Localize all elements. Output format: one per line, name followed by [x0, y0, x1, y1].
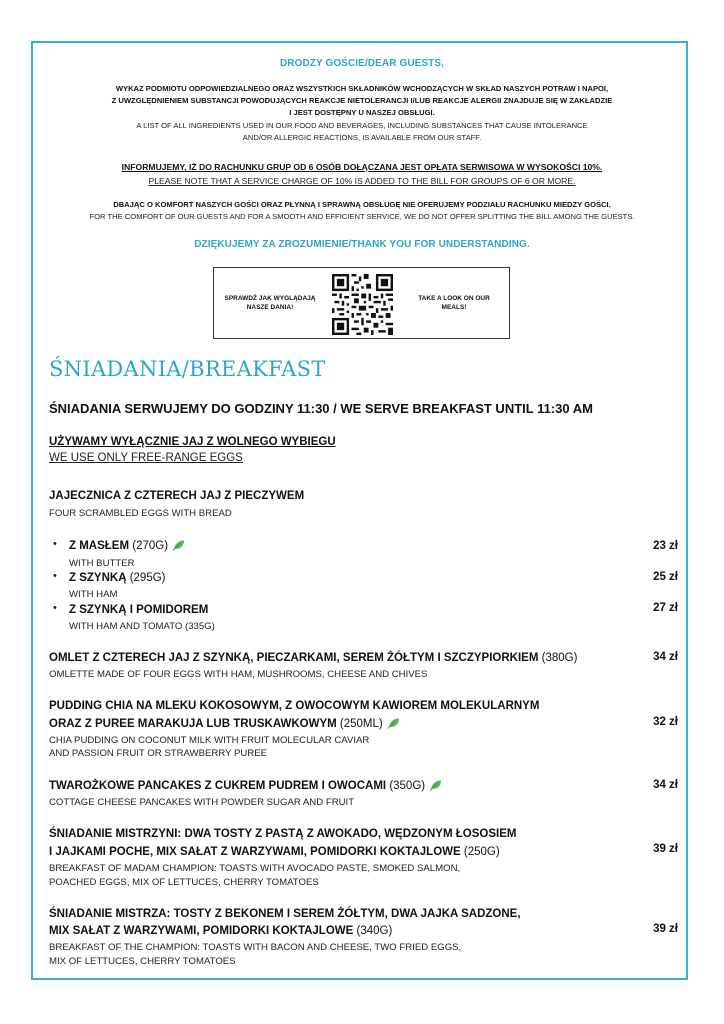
qr-left-line-1: SPRAWDŹ JAK WYGLĄDAJĄ — [224, 295, 316, 302]
notice-title: DRODZY GOŚCIE/DEAR GUESTS, — [279, 58, 445, 69]
split-bill-pl: DBAJĄC O KOMFORT NASZYCH GOŚCI ORAZ PŁYNNĄ I SPRAWNĄ OBSŁUGĘ NIE OFERUJEMY PODZIAŁU RACHUNKU MIEDZY GOŚCI. — [113, 200, 611, 209]
item-name: TWAROŻKOWE PANCAKES Z CUKREM PUDREM I OWOCAMI — [49, 780, 387, 792]
thanks-line: DZIĘKUJEMY ZA ZROZUMIENIE/THANK YOU FOR UNDERSTANDING. — [194, 239, 530, 250]
item-name: I JAJKAMI POCHE, MIX SAŁAT Z WARZYWAMI, POMIDORKI KOKTAJLOWE — [49, 846, 461, 858]
qr-left-line-2: NASZE DANIA! — [246, 304, 294, 311]
item-name: ORAZ Z PUREE MARAKUJA LUB TRUSKAWKOWYM — [49, 718, 337, 730]
allergen-en-line-2: AND/OR ALLERGIC REACTIONS, IS AVAILABLE FROM OUR STAFF. — [242, 133, 482, 142]
price: 25 zł — [653, 571, 678, 583]
option-weight: (295G) — [129, 572, 166, 584]
allergen-pl-line-1: WYKAZ PODMIOTU ODPOWIEDZIALNEGO ORAZ WSZYSTKICH SKŁADNIKÓW WCHODZĄCYCH W SKŁAD NASZYCH POTRAW I NAPOI, — [115, 84, 609, 93]
qr-box — [213, 267, 510, 339]
section-title: ŚNIADANIA/BREAKFAST — [49, 357, 326, 381]
split-bill-en: FOR THE COMFORT OF OUR GUESTS AND FOR A SMOOTH AND EFFICIENT SERVICE, WE DO NOT OFFER SPLITTING THE BILL AMONG THE GUESTS. — [89, 212, 635, 221]
item-weight: (250ML) — [339, 718, 383, 730]
allergen-pl-line-3: I JEST DOSTĘPNY U NASZEJ OBSŁUGI. — [289, 108, 435, 117]
item-desc: BREAKFAST OF THE CHAMPION: TOASTS WITH BACON AND CHEESE, TWO FRIED EGGS, — [49, 942, 462, 953]
allergen-pl-line-2: Z UWZGLĘDNIENIEM SUBSTANCJI POWODUJĄCYCH REAKCJE NIETOLERANCJI I/LUB REAKCJE ALERGII ZNAJDUJE SIĘ W ZAKŁADZIE — [111, 96, 613, 105]
price: 39 zł — [653, 843, 678, 855]
qr-code-icon[interactable] — [332, 274, 393, 335]
menu-item-champion-name-1: ŚNIADANIE MISTRZA: TOSTY Z BEKONEM I SEREM ŻÓŁTYM, DWA JAJKA SADZONE, — [49, 908, 521, 920]
menu-item-pancakes — [49, 777, 442, 795]
price: 34 zł — [653, 651, 678, 663]
scrambled-eggs-title: JAJECZNICA Z CZTERECH JAJ Z PIECZYWEM — [49, 490, 305, 502]
item-name: OMLET Z CZTERECH JAJ Z SZYNKĄ, PIECZARKAMI, SEREM ŻÓŁTYM I SZCZYPIORKIEM — [49, 652, 539, 664]
item-name: MIX SAŁAT Z WARZYWAMI, POMIDORKI KOKTAJLOWE — [49, 925, 354, 937]
item-desc: MIX OF LETTUCES, CHERRY TOMATOES — [49, 956, 236, 967]
bullet-icon: • — [53, 570, 57, 582]
price: 23 zł — [653, 540, 678, 552]
menu-item-chia-name-2 — [49, 715, 400, 733]
option-weight: (270G) — [132, 540, 169, 552]
bullet-icon: • — [53, 538, 57, 550]
option-ham — [69, 569, 166, 587]
leaf-icon — [429, 779, 442, 791]
option-name: Z SZYNKĄ I POMIDOREM — [69, 604, 209, 616]
item-weight: (380G) — [541, 652, 578, 664]
price: 34 zł — [653, 779, 678, 791]
option-butter — [69, 537, 185, 555]
item-desc: COTTAGE CHEESE PANCAKES WITH POWDER SUGAR AND FRUIT — [49, 797, 355, 808]
breakfast-hours: ŚNIADANIA SERWUJEMY DO GODZINY 11:30 / WE SERVE BREAKFAST UNTIL 11:30 AM — [49, 401, 593, 416]
service-charge-pl: INFORMUJEMY, IŻ DO RACHUNKU GRUP OD 6 OSÓB DOŁĄCZANA JEST OPŁATA SERWISOWA W WYSOKOŚCI 10%. — [121, 162, 603, 172]
menu-item-champion-name-2 — [49, 922, 392, 940]
item-desc: OMLETTE MADE OF FOUR EGGS WITH HAM, MUSHROOMS, CHEESE AND CHIVES — [49, 669, 428, 680]
menu-item-chia-name-1: PUDDING CHIA NA MLEKU KOKOSOWYM, Z OWOCOWYM KAWIOREM MOLEKULARNYM — [49, 700, 540, 712]
item-desc: CHIA PUDDING ON COCONUT MILK WITH FRUIT MOLECULAR CAVIAR — [49, 735, 370, 746]
leaf-icon — [387, 717, 400, 729]
option-name: Z SZYNKĄ — [69, 572, 127, 584]
qr-right-label — [404, 294, 504, 312]
price: 39 zł — [653, 923, 678, 935]
option-name: Z MASŁEM — [69, 540, 130, 552]
service-charge-en: PLEASE NOTE THAT A SERVICE CHARGE OF 10% IS ADDED TO THE BILL FOR GROUPS OF 6 OR MORE. — [148, 176, 576, 186]
item-weight: (350G) — [389, 780, 426, 792]
item-desc: BREAKFAST OF MADAM CHAMPION: TOASTS WITH AVOCADO PASTE, SMOKED SALMON, — [49, 863, 461, 874]
scrambled-eggs-desc: FOUR SCRAMBLED EGGS WITH BREAD — [49, 508, 232, 519]
item-weight: (340G) — [356, 925, 393, 937]
menu-item-madam-name-2 — [49, 843, 500, 861]
menu-item-omelette — [49, 649, 577, 667]
qr-right-line-2: MEALS! — [441, 304, 467, 311]
price: 27 zł — [653, 602, 678, 614]
option-ham-tomato — [69, 601, 208, 619]
free-range-eggs-pl: UŻYWAMY WYŁĄCZNIE JAJ Z WOLNEGO WYBIEGU — [49, 436, 336, 448]
allergen-en-line-1: A LIST OF ALL INGREDIENTS USED IN OUR FOOD AND BEVERAGES, INCLUDING SUBSTANCES THAT CAUSE INTOLERANCE — [136, 121, 588, 130]
menu-item-madam-name-1: ŚNIADANIE MISTRZYNI: DWA TOSTY Z PASTĄ Z AWOKADO, WĘDZONYM ŁOSOSIEM — [49, 828, 517, 840]
qr-right-line-1: TAKE A LOOK ON OUR — [418, 295, 490, 302]
option-desc: WITH HAM — [69, 589, 118, 600]
bullet-icon: • — [53, 602, 57, 614]
price: 32 zł — [653, 716, 678, 728]
leaf-icon — [172, 539, 185, 551]
item-desc: POACHED EGGS, MIX OF LETTUCES, CHERRY TOMATOES — [49, 877, 319, 888]
qr-left-label — [220, 294, 320, 312]
option-desc: WITH HAM AND TOMATO (335G) — [69, 621, 215, 632]
option-desc: WITH BUTTER — [69, 558, 135, 569]
item-weight: (250G) — [463, 846, 500, 858]
free-range-eggs-en: WE USE ONLY FREE-RANGE EGGS — [49, 452, 243, 464]
item-desc: AND PASSION FRUIT OR STRAWBERRY PUREE — [49, 748, 268, 759]
